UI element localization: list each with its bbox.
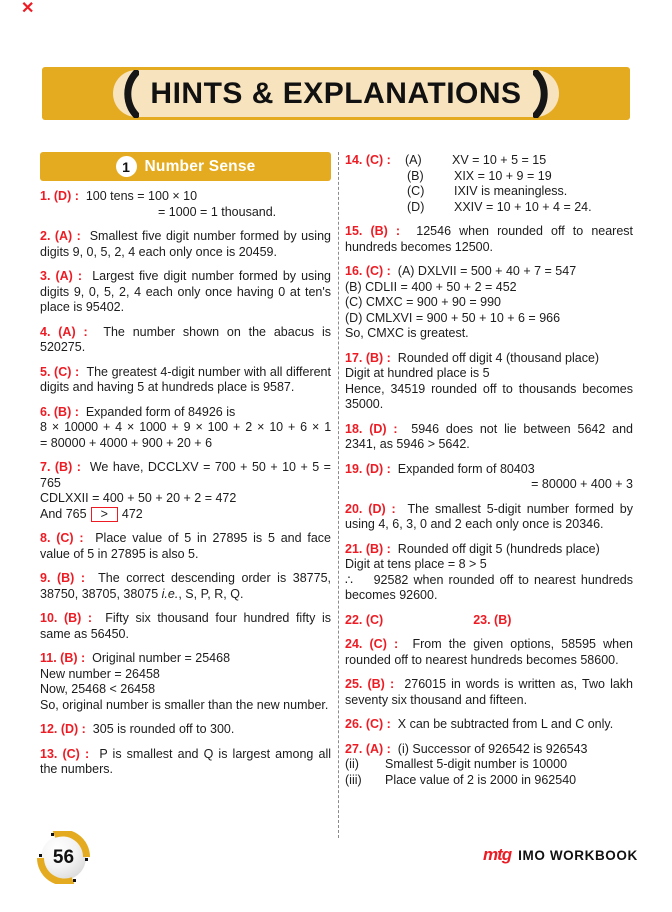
book-title: IMO WORKBOOK [518,848,638,863]
answer-label: 14. (C) : [345,153,391,167]
formula-line: CDLXXII = 400 + 50 + 20 + 2 = 472 [40,491,237,505]
header-pill [113,70,559,117]
hint-item [345,717,633,733]
explanation-text: 1. (D) : 100 tens = 100 × 10 [40,189,198,203]
option-line: (D) XXIV = 10 + 10 + 4 = 24. [407,199,592,214]
explanation-text: 27. (A) : (i) Successor of 926542 is 926543 [345,741,588,756]
answer-label: 7. (B) : [40,460,81,474]
explanation-text: Hence, 34519 rounded off to thousands becomes 35000. [345,381,633,411]
explanation-text: 4. (A) : The number shown on the abacus is 520275. [40,324,332,354]
hint-item [40,722,331,738]
answer-label: 24. (C) : [345,637,399,651]
formula-line: New number = 26458 [40,666,160,681]
explanation-text: 19. (D) : Expanded form of 80403 [345,461,535,476]
hint-item [40,460,331,522]
explanation-text: 14. (C) : (A) XV = 10 + 5 = 15 [345,153,547,167]
answer-label: 10. (B) : [40,611,93,625]
hint-item [345,462,633,493]
formula-line: 8 × 10000 + 4 × 1000 + 9 × 100 + 2 × 10 + 6 × 1 [40,420,331,434]
formula-line: = 80000 + 4000 + 900 + 20 + 6 [40,435,213,450]
hint-item [40,365,331,396]
answer-label: 23. (B) [473,612,512,627]
option-line: (ii) Smallest 5-digit number is 10000 [345,757,568,771]
explanation-text: 24. (C) : From the given options, 58595 when rounded off to nearest hundreds becomes 58600. [345,637,633,667]
mtg-logo: mtg [483,845,512,864]
hint-item [345,224,633,255]
section-title: Number Sense [144,157,256,175]
answer-label: 9. (B) : [40,571,86,585]
hint-item [345,264,633,342]
right-parenthesis-icon [533,70,555,118]
hint-item [345,542,633,604]
answer-label: 15. (B) : [345,224,401,238]
explanation-text: 13. (C) : P is smallest and Q is largest among all the numbers. [40,746,331,776]
answer-label: 4. (A) : [40,324,88,339]
answer-label: 13. (C) : [40,746,90,761]
page-number-badge [37,831,90,884]
answer-label: 1. (D) : [40,189,79,203]
answer-label: 19. (D) : [345,461,391,476]
answer-label: 27. (A) : [345,741,391,756]
answer-label: 26. (C) : [345,717,391,731]
hint-item [40,747,331,778]
formula-line: (D) CMLXVI = 900 + 50 + 10 + 6 = 966 [345,310,561,325]
explanation-text: 12. (D) : 305 is rounded off to 300. [40,722,235,736]
left-column [40,152,331,787]
hint-item [40,189,331,220]
answer-label: 25. (B) : [345,677,395,691]
header-banner [42,67,630,120]
right-column [345,152,633,797]
formula-line: Now, 25468 < 26458 [40,682,156,696]
explanation-text [345,613,633,629]
hint-item [345,637,633,668]
hint-item [40,571,331,602]
hint-item [40,611,331,642]
left-parenthesis-icon [117,70,139,118]
explanation-text: So, original number is smaller than the new number. [40,697,329,712]
section-header [40,152,331,181]
formula-line: = 1000 = 1 thousand. [158,204,277,219]
answer-label: 21. (B) : [345,541,391,556]
explanation-text: 6. (B) : Expanded form of 84926 is [40,404,236,419]
explanation-text: 9. (B) : The correct descending order is 38775, 38750, 38705, 38075 i.e., S, P, R, Q. [40,571,331,601]
explanation-text: 10. (B) : Fifty six thousand four hundred fifty is same as 56450. [40,611,332,641]
publisher-footer [483,845,638,865]
explanation-text: 25. (B) : 276015 in words is written as, Two lakh seventy six thousand and fifteen. [345,677,633,707]
page-title: HINTS & EXPLANATIONS [150,76,522,110]
answer-label: 18. (D) : [345,421,398,436]
explanation-text: 21. (B) : Rounded off digit 5 (hundreds place) [345,541,600,556]
formula-line: So, CMXC is greatest. [345,326,469,340]
explanation-text: 8. (C) : Place value of 5 in 27895 is 5 and face value of 5 in 27895 is also 5. [40,531,332,561]
hint-item [40,269,331,316]
answer-label: 22. (C) [345,612,384,627]
hint-item [40,405,331,452]
hint-item [345,613,633,629]
explanation-text: 15. (B) : 12546 when rounded off to nearest hundreds becomes 12500. [345,224,634,254]
option-line: (C) IXIV is meaningless. [407,184,568,198]
explanation-text: 5. (C) : The greatest 4-digit number with all different digits and having 5 at hundreds place is 9587. [40,364,331,394]
answer-label: 12. (D) : [40,722,86,736]
answer-label: 17. (B) : [345,350,391,365]
formula-line: = 80000 + 400 + 3 [531,477,633,491]
left-column-items [40,189,331,778]
option-line: (B) XIX = 10 + 9 = 19 [407,168,552,183]
hint-item [40,651,331,713]
formula-line: (C) CMXC = 900 + 90 = 990 [345,295,501,309]
answer-label: 6. (B) : [40,404,79,419]
two-column-content [40,152,634,838]
answer-label: 11. (B) : [40,651,86,665]
answer-label: 8. (C) : [40,531,84,545]
page-number: 56 [52,846,75,868]
formula-line: (B) CDLII = 400 + 50 + 2 = 452 [345,279,517,294]
hint-item [345,502,633,533]
answer-label: 2. (A) : [40,229,81,243]
formula-line: Digit at hundred place is 5 [345,366,490,380]
explanation-text: 20. (D) : The smallest 5-digit number formed by using 4, 6, 3, 0 and 2 each only once is 20346. [345,501,634,531]
option-line: (iii) Place value of 2 is 2000 in 962540 [345,772,577,787]
explanation-text: ∴ 92582 when rounded off to nearest hundreds becomes 92600. [345,572,633,602]
explanation-text: 7. (B) : We have, DCCLXV = 700 + 50 + 10 + 5 = 765 [40,460,331,490]
hint-item [345,742,633,789]
answer-label: 20. (D) : [345,501,396,516]
hint-item [40,229,331,260]
answer-label: 3. (A) : [40,269,83,283]
explanation-text: 11. (B) : Original number = 25468 [40,651,231,665]
explanation-text: 26. (C) : X can be subtracted from L and C only. [345,717,614,731]
hint-item [345,677,633,708]
hint-item [345,351,633,413]
section-number-badge: 1 [116,156,137,177]
hint-item [345,153,633,215]
explanation-text: 2. (A) : Smallest five digit number formed by using digits 9, 0, 5, 2, 4 each only once is 20459. [40,229,331,259]
hint-item [40,531,331,562]
explanation-text: 17. (B) : Rounded off digit 4 (thousand place) [345,350,600,365]
hint-item [345,422,633,453]
explanation-text: 16. (C) : (A) DXLVII = 500 + 40 + 7 = 547 [345,264,577,278]
column-divider [338,152,339,838]
hint-item [40,325,331,356]
formula-line: And 765 > 472 [40,506,143,521]
corner-cross-icon: ✕ [21,0,35,17]
answer-label: 5. (C) : [40,364,80,379]
answer-label: 16. (C) : [345,264,391,278]
explanation-text: 3. (A) : Largest five digit number formed by using digits 9, 0, 5, 2, 4 each only once having 0 at ten's place is 95402. [40,269,331,314]
explanation-text: 18. (D) : 5946 does not lie between 5642 and 2341, as 5946 > 5642. [345,421,634,451]
formula-line: Digit at tens place = 8 > 5 [345,557,487,571]
